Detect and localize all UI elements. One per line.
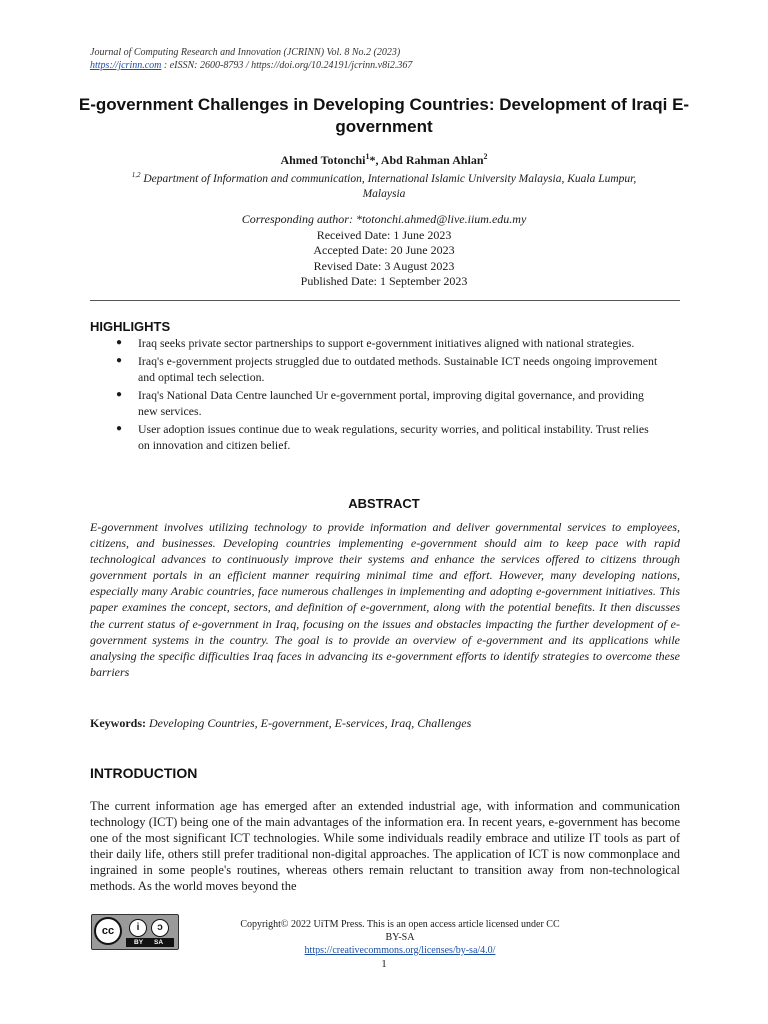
by-attribution-icon: i bbox=[129, 919, 147, 937]
issn-doi: : eISSN: 2600-8793 / https://doi.org/10.24191/jcrinn.v8i2.367 bbox=[161, 60, 413, 71]
highlight-text: Iraq's National Data Centre launched Ur e-government portal, improving digital governance, and providing new services. bbox=[138, 388, 644, 418]
cc-logo-icon: cc bbox=[94, 917, 122, 945]
sa-label: SA bbox=[154, 939, 164, 946]
author-superscript: 1 bbox=[365, 152, 370, 161]
authors bbox=[0, 152, 768, 168]
highlight-item bbox=[116, 421, 658, 453]
bullet-icon: ● bbox=[116, 389, 123, 400]
keywords-text: Developing Countries, E-government, E-services, Iraq, Challenges bbox=[146, 716, 472, 730]
journal-links bbox=[90, 59, 412, 72]
share-alike-icon: ↄ bbox=[151, 919, 169, 937]
introduction-heading: INTRODUCTION bbox=[90, 765, 198, 781]
section-divider bbox=[90, 300, 680, 301]
highlight-text: User adoption issues continue due to weak regulations, security worries, and political instability. Trust relies on innovation and citizen belief. bbox=[138, 422, 649, 452]
abstract-text: E-government involves utilizing technology to provide information and deliver governmental services to employees, citizens, and businesses. Developing countries implementing e-government should aim to keep pace with rapid technological advances to continuously improve their systems and enhance the services offered to citizens through government portals in an efficient manner requiring minimal time and effort. However, many developing nations, especially many Arabic countries, face numerous challenges in implementing and adopting e-government initiatives. This paper examines the concept, sectors, and definition of e-government, along with the potential benefits. It then discusses the current status of e-government in Iraq, focusing on the issues and obstacles impacting the further development of e-government systems in the country. The goal is to provide an overview of e-government and its applications while analysing the specific difficulties Iraq faces in advancing its e-government efforts to identify strategies to overcome these barriers bbox=[90, 520, 680, 679]
bullet-icon: ● bbox=[116, 423, 123, 434]
received-date: Received Date: 1 June 2023 bbox=[316, 227, 452, 242]
page-number: 1 bbox=[381, 958, 387, 970]
journal-url-link[interactable]: https://jcrinn.com bbox=[90, 60, 162, 71]
bullet-icon: ● bbox=[116, 337, 123, 348]
highlights-heading: HIGHLIGHTS bbox=[90, 319, 171, 334]
copyright-notice bbox=[240, 918, 560, 957]
author-name: Ahmed Totonchi bbox=[280, 153, 366, 167]
author-name: Abd Rahman Ahlan bbox=[380, 153, 484, 167]
license-strip bbox=[126, 938, 174, 947]
abstract-heading: ABSTRACT bbox=[348, 496, 420, 511]
license-link[interactable]: https://creativecommons.org/licenses/by-sa/4.0/ bbox=[304, 945, 496, 956]
cc-by-sa-badge bbox=[91, 914, 179, 950]
highlight-text: Iraq seeks private sector partnerships to support e-government initiatives aligned with national strategies. bbox=[138, 336, 635, 350]
affiliation-superscript: 1,2 bbox=[131, 171, 141, 179]
accepted-date: Accepted Date: 20 June 2023 bbox=[313, 243, 455, 257]
keywords-label: Keywords: bbox=[90, 716, 146, 730]
affiliation bbox=[110, 168, 658, 202]
introduction-text: The current information age has emerged after an extended industrial age, with information and communication technology (ICT) being one of the main advantages of the information era. In recent years, e-government has become one of the most significant ICT technologies. While some individuals readily embrace and utilize IT tools as part of their daily life, others still prefer traditional non-digital approaches. The application of ICT is now commonplace and ingrained in some people's routines, whereas others remain reluctant to transition away from non-technological methods. As the world moves beyond the bbox=[90, 799, 680, 893]
corresponding-mark: *, bbox=[369, 153, 381, 167]
author-superscript: 2 bbox=[483, 152, 488, 161]
paper-title: E-government Challenges in Developing Countries: Development of Iraqi E-government bbox=[78, 95, 690, 136]
revised-date: Revised Date: 3 August 2023 bbox=[313, 258, 455, 273]
article-dates bbox=[0, 212, 768, 290]
bullet-icon: ● bbox=[116, 355, 123, 366]
journal-line: Journal of Computing Research and Innovation (JCRINN) Vol. 8 No.2 (2023) bbox=[90, 47, 401, 58]
corresponding-author: Corresponding author: *totonchi.ahmed@live.iium.edu.my bbox=[241, 212, 527, 226]
by-label: BY bbox=[134, 939, 144, 946]
published-date: Published Date: 1 September 2023 bbox=[300, 274, 468, 288]
highlight-text: Iraq's e-government projects struggled due to outdated methods. Sustainable ICT needs ongoing improvement and optimal tech selection. bbox=[138, 354, 658, 384]
copyright-text: Copyright© 2022 UiTM Press. This is an open access article licensed under CC BY-SA bbox=[240, 919, 560, 943]
highlight-item bbox=[116, 387, 658, 419]
highlight-item bbox=[116, 335, 658, 351]
affiliation-text: Department of Information and communication, International Islamic University Malaysia, Kuala Lumpur, Malaysia bbox=[140, 172, 637, 200]
highlight-item bbox=[116, 353, 658, 385]
journal-header bbox=[90, 46, 412, 72]
keywords bbox=[90, 716, 471, 731]
highlights-list bbox=[116, 335, 658, 455]
